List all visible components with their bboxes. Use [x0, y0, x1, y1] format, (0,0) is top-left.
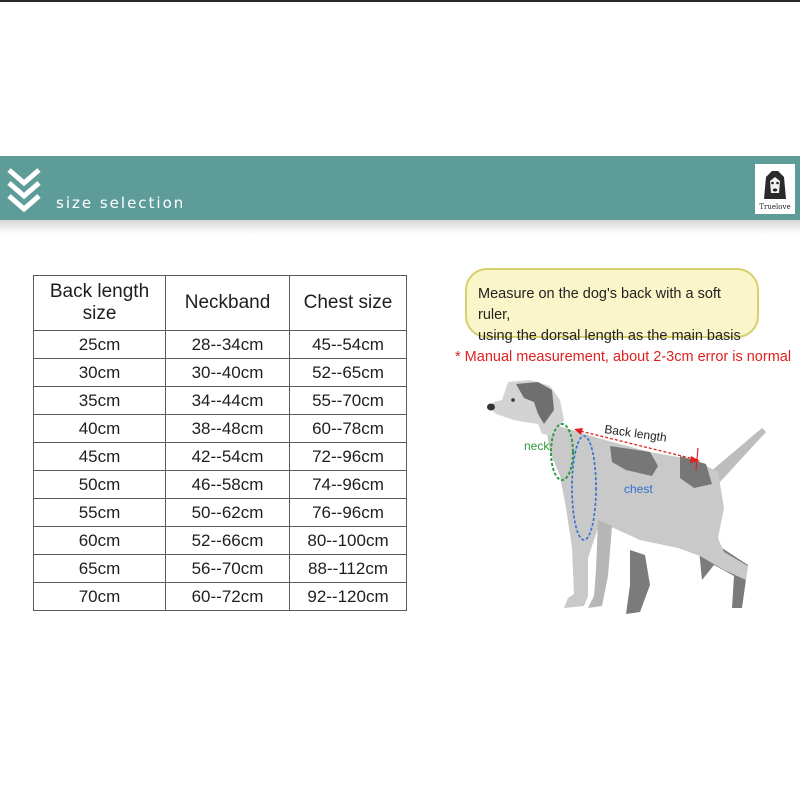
table-row — [34, 331, 407, 359]
neck-label: neck — [524, 439, 550, 453]
dog-face-icon — [756, 165, 794, 203]
cell-chest-size: 92--120cm — [290, 583, 407, 611]
cell-back-length: 55cm — [34, 499, 166, 527]
table-row — [34, 387, 407, 415]
measurement-note — [465, 268, 759, 344]
cell-chest-size: 76--96cm — [290, 499, 407, 527]
cell-chest-size: 80--100cm — [290, 527, 407, 555]
cell-chest-size: 45--54cm — [290, 331, 407, 359]
cell-chest-size: 74--96cm — [290, 471, 407, 499]
cell-back-length: 40cm — [34, 415, 166, 443]
cell-back-length: 50cm — [34, 471, 166, 499]
cell-neckband: 34--44cm — [166, 387, 290, 415]
cell-chest-size: 88--112cm — [290, 555, 407, 583]
header-neckband: Neckband — [166, 276, 290, 331]
chest-label: chest — [624, 482, 653, 496]
cell-neckband: 38--48cm — [166, 415, 290, 443]
dog-tail — [710, 428, 766, 482]
cell-neckband: 56--70cm — [166, 555, 290, 583]
cell-neckband: 46--58cm — [166, 471, 290, 499]
cell-back-length: 30cm — [34, 359, 166, 387]
cell-back-length: 60cm — [34, 527, 166, 555]
size-table — [33, 275, 407, 611]
note-line-2: using the dorsal length as the main basis — [478, 328, 741, 344]
table-row — [34, 359, 407, 387]
logo-text: Truelove — [759, 203, 791, 211]
dog-nose — [487, 404, 495, 411]
table-row — [34, 415, 407, 443]
table-row — [34, 499, 407, 527]
table-row — [34, 527, 407, 555]
table-header-row — [34, 276, 407, 331]
table-row — [34, 555, 407, 583]
error-warning: * Manual measurement, about 2-3cm error is normal — [455, 349, 792, 365]
cell-back-length: 70cm — [34, 583, 166, 611]
cell-chest-size: 55--70cm — [290, 387, 407, 415]
brand-logo — [755, 164, 795, 214]
dog-measurement-diagram — [480, 380, 780, 620]
table-row — [34, 583, 407, 611]
cell-neckband: 42--54cm — [166, 443, 290, 471]
back-length-label: Back length — [603, 422, 668, 445]
cell-neckband: 30--40cm — [166, 359, 290, 387]
cell-back-length: 45cm — [34, 443, 166, 471]
section-banner — [0, 156, 800, 220]
cell-chest-size: 72--96cm — [290, 443, 407, 471]
table-row — [34, 443, 407, 471]
cell-neckband: 50--62cm — [166, 499, 290, 527]
cell-neckband: 52--66cm — [166, 527, 290, 555]
cell-back-length: 65cm — [34, 555, 166, 583]
cell-chest-size: 52--65cm — [290, 359, 407, 387]
banner-shadow — [0, 220, 800, 234]
cell-chest-size: 60--78cm — [290, 415, 407, 443]
cell-back-length: 25cm — [34, 331, 166, 359]
chevron-down-icon — [6, 166, 42, 212]
top-divider — [0, 0, 800, 2]
header-back-length: Back length size — [34, 276, 166, 331]
dog-back-leg — [626, 550, 650, 614]
cell-neckband: 28--34cm — [166, 331, 290, 359]
dog-eye — [511, 398, 515, 402]
cell-neckband: 60--72cm — [166, 583, 290, 611]
note-line-1: Measure on the dog's back with a soft ruler, — [478, 286, 721, 323]
header-chest-size: Chest size — [290, 276, 407, 331]
cell-back-length: 35cm — [34, 387, 166, 415]
section-title: size selection — [56, 194, 186, 212]
table-row — [34, 471, 407, 499]
